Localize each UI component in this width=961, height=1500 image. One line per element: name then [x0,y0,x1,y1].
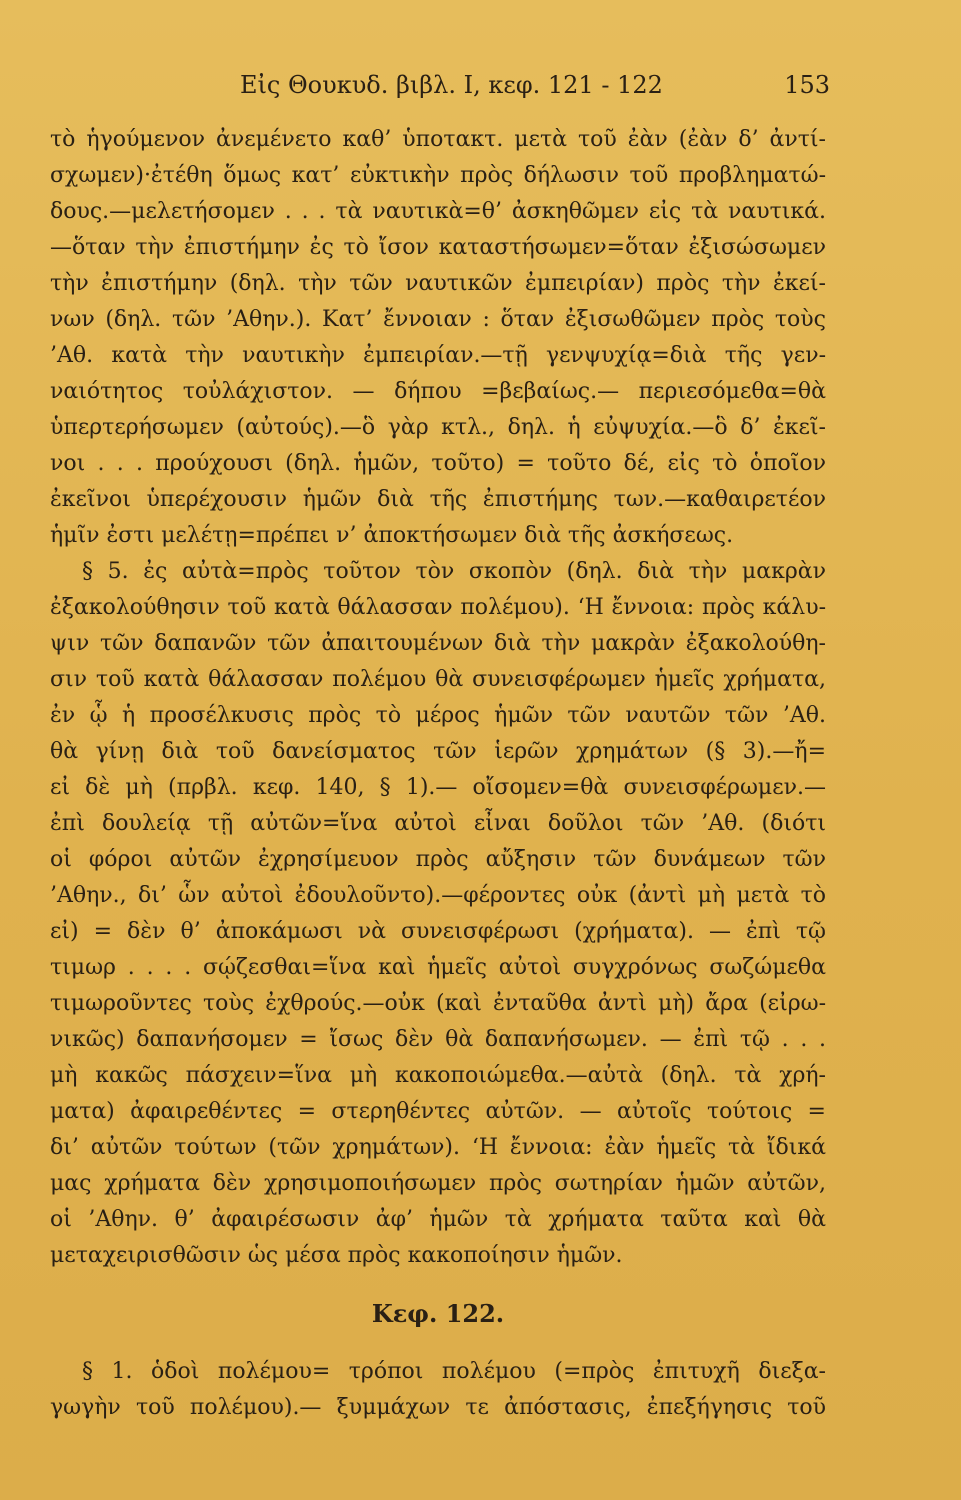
page-header [240,68,830,102]
text-line: σιν τοῦ κατὰ θάλασσαν πολέμου θὰ συνεισφέρωμεν ἡμεῖς χρήματα, [50,667,826,692]
text-line: —ὅταν τὴν ἐπιστήμην ἐς τὸ ἴσον καταστήσωμεν=ὅταν ἐξισώσωμεν [50,235,826,260]
text-line: ματα) ἀφαιρεθέντες = στερηθέντες αὐτῶν. — αὐτοῖς τούτοις = [50,1099,826,1124]
text-line: οἱ ’Αθην. θ’ ἀφαιρέσωσιν ἀφ’ ἡμῶν τὰ χρήματα ταῦτα καὶ θὰ [50,1207,826,1232]
text-line: γωγὴν τοῦ πολέμου).— ξυμμάχων τε ἀπόστασις, ἐπεξήγησις τοῦ [50,1395,826,1420]
text-line: νων (δηλ. τῶν ’Αθην.). Κατ’ ἔννοιαν : ὅταν ἐξισωθῶμεν πρὸς τοὺς [50,307,826,332]
chapter-heading: Κεφ. 122. [371,1299,505,1328]
text-line: δι’ αὐτῶν τούτων (τῶν χρημάτων). ‘Η ἔννοια: ἐὰν ἡμεῖς τὰ ἴδικά [50,1135,826,1160]
text-line: ’Αθην., δι’ ὧν αὐτοὶ ἐδουλοῦντο).—φέροντες οὐκ (ἀντὶ μὴ μετὰ τὸ [50,883,826,908]
text-line: μὴ κακῶς πάσχειν=ἵνα μὴ κακοποιώμεθα.—αὐτὰ (δηλ. τὰ χρή- [50,1063,826,1088]
text-line: νοι . . . προύχουσι (δηλ. ἡμῶν, τοῦτο) = τοῦτο δέ, εἰς τὸ ὁποῖον [50,451,826,476]
page-number: 153 [784,71,830,99]
running-title: Εἰς Θουκυδ. βιβλ. Ι, κεφ. 121 - 122 [240,71,663,99]
text-line: εἰ δὲ μὴ (πρβλ. κεφ. 140, § 1).— οἴσομεν=θὰ συνεισφέρωμεν.— [50,775,826,800]
text-line: τὴν ἐπιστήμην (δηλ. τὴν τῶν ναυτικῶν ἐμπειρίαν) πρὸς τὴν ἐκεί- [50,271,826,296]
text-line: τιμωρ . . . . σῴζεσθαι=ἵνα καὶ ἡμεῖς αὐτοὶ συγχρόνως σωζώμεθα [50,955,826,980]
text-line: ἐξακολούθησιν τοῦ κατὰ θάλασσαν πολέμου). ‘Η ἔννοια: πρὸς κάλυ- [50,595,826,620]
text-line: § 5. ἐς αὐτὰ=πρὸς τοῦτον τὸν σκοπὸν (δηλ. διὰ τὴν μακρὰν [82,559,826,584]
text-line: ἡμῖν ἐστι μελέτῃ=πρέπει ν’ ἀποκτήσωμεν διὰ τῆς ἀσκήσεως. [50,523,734,548]
text-line: δους.—μελετήσομεν . . . τὰ ναυτικὰ=θ’ ἀσκηθῶμεν εἰς τὰ ναυτικά. [50,199,826,224]
text-line: ἐκεῖνοι ὑπερέχουσιν ἡμῶν διὰ τῆς ἐπιστήμης των.—καθαιρετέον [50,487,826,512]
text-line: θὰ γίνῃ διὰ τοῦ δανείσματος τῶν ἱερῶν χρημάτων (§ 3).—ἤ= [50,739,826,764]
text-line: νικῶς) δαπανήσομεν = ἴσως δὲν θὰ δαπανήσωμεν. — ἐπὶ τῷ . . . [50,1027,826,1052]
text-line: ἐν ᾧ ἡ προσέλκυσις πρὸς τὸ μέρος ἡμῶν τῶν ναυτῶν τῶν ’Αθ. [50,703,826,728]
text-line: οἱ φόροι αὐτῶν ἐχρησίμευον πρὸς αὔξησιν τῶν δυνάμεων τῶν [50,847,826,872]
text-line: ἐπὶ δουλείᾳ τῇ αὐτῶν=ἵνα αὐτοὶ εἶναι δοῦλοι τῶν ’Αθ. (διότι [50,811,826,836]
text-line: μας χρήματα δὲν χρησιμοποιήσωμεν πρὸς σωτηρίαν ἡμῶν αὐτῶν, [50,1171,826,1196]
text-line: σχωμεν)·ἐτέθη ὅμως κατ’ εὐκτικὴν πρὸς δήλωσιν τοῦ προβληματώ- [50,163,826,188]
text-line: ὑπερτερήσωμεν (αὐτούς).—ὃ γὰρ κτλ., δηλ. ἡ εὐψυχία.—ὃ δ’ ἐκεῖ- [50,415,826,440]
text-line: ’Αθ. κατὰ τὴν ναυτικὴν ἐμπειρίαν.—τῇ γενψυχίᾳ=διὰ τῆς γεν- [50,343,826,368]
commentary-body [50,122,826,1426]
text-line: § 1. ὁδοὶ πολέμου= τρόποι πολέμου (=πρὸς ἐπιτυχῆ διεξα- [82,1359,826,1384]
text-line: μεταχειρισθῶσιν ὡς μέσα πρὸς κακοποίησιν ἡμῶν. [50,1243,623,1268]
text-line: τιμωροῦντες τοὺς ἐχθρούς.—οὐκ (καὶ ἐνταῦθα ἀντὶ μὴ) ἄρα (εἰρω- [50,991,826,1016]
text-line: ψιν τῶν δαπανῶν τῶν ἀπαιτουμένων διὰ τὴν μακρὰν ἐξακολούθη- [50,631,826,656]
text-line: ναιότητος τοὐλάχιστον. — δήπου =βεβαίως.— περιεσόμεθα=θὰ [50,379,826,404]
text-line: τὸ ἡγούμενον ἀνεμένετο καθ’ ὑποτακτ. μετὰ τοῦ ἐὰν (ἐὰν δ’ ἀντί- [50,127,826,152]
text-line: εἰ) = δὲν θ’ ἀποκάμωσι νὰ συνεισφέρωσι (χρήματα). — ἐπὶ τῷ [50,919,826,944]
